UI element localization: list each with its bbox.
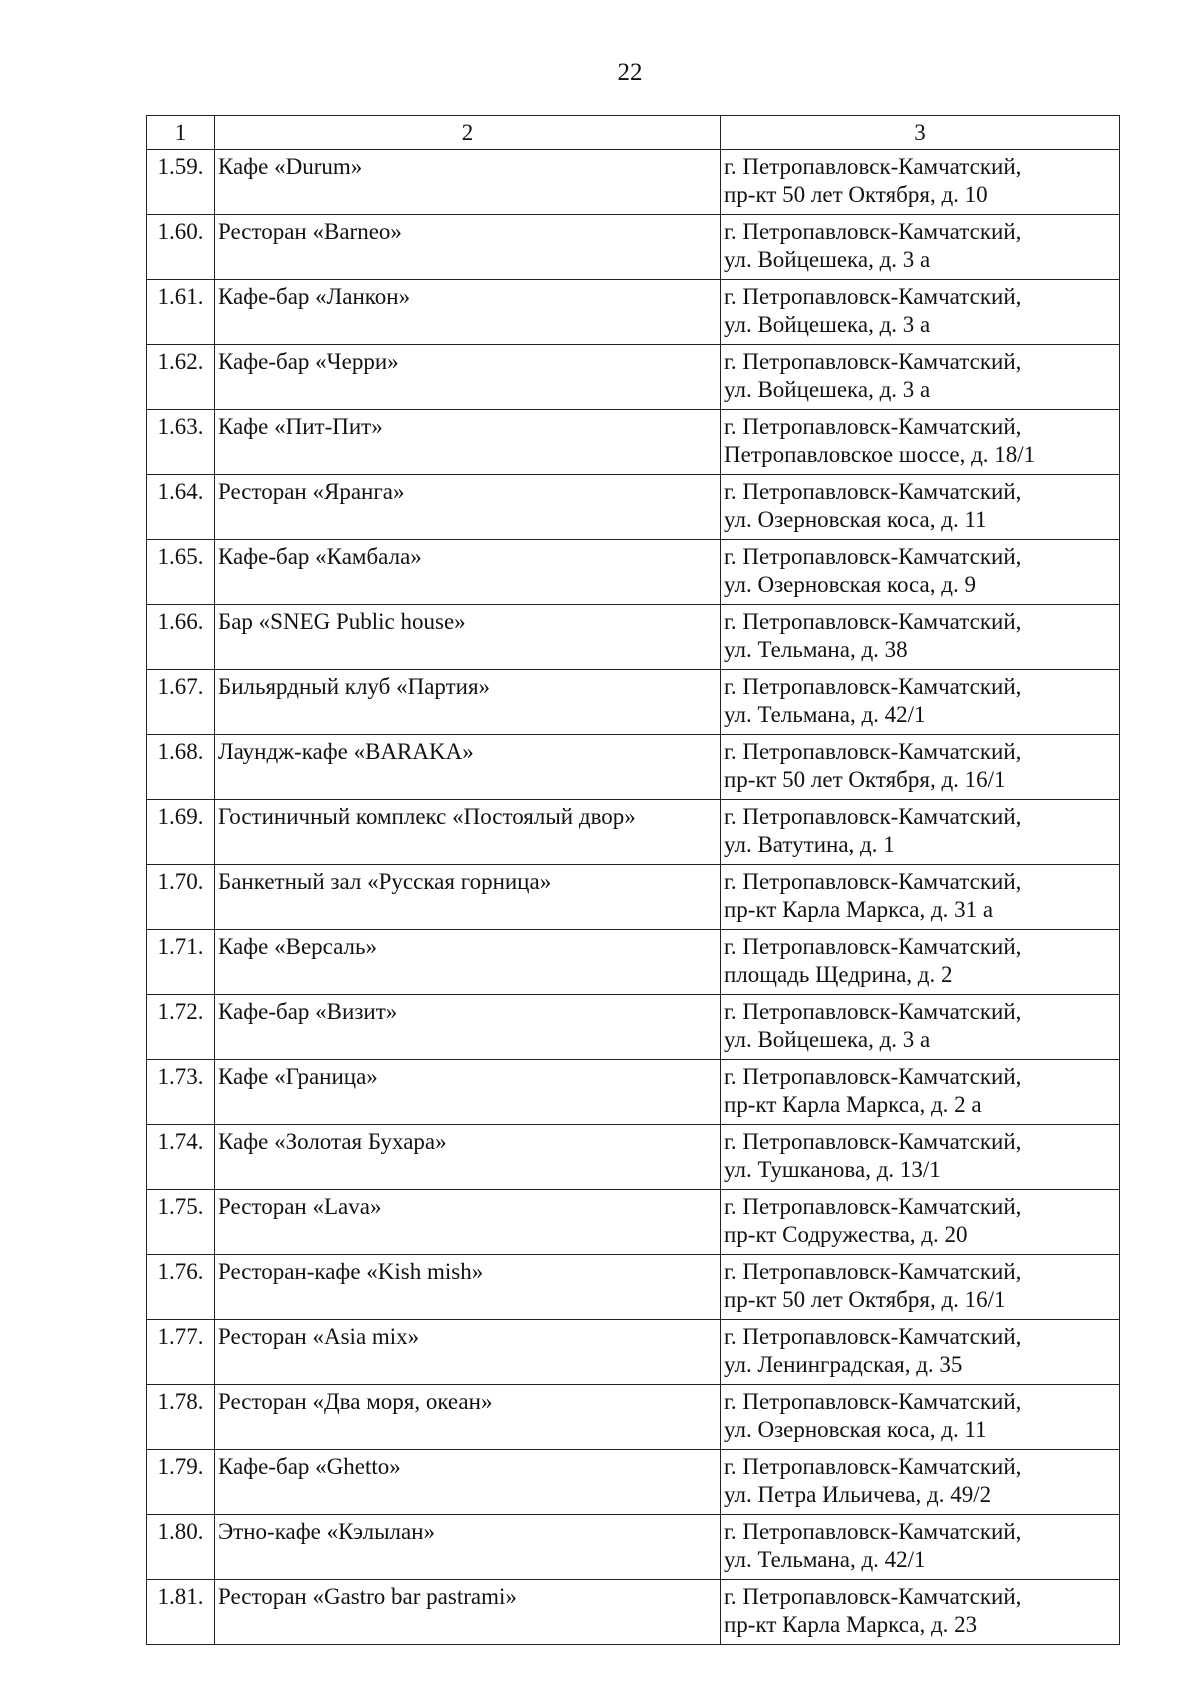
address-cell: [721, 1450, 1120, 1515]
address-cell: [721, 410, 1120, 475]
address-city: г. Петропавловск-Камчатский,: [724, 1064, 1022, 1089]
establishment-name-cell: Банкетный зал «Русская горница»: [215, 865, 721, 930]
row-number-cell: 1.67.: [147, 670, 215, 735]
address-city: г. Петропавловск-Камчатский,: [724, 284, 1022, 309]
table-row: [147, 1450, 1120, 1515]
table-row: [147, 930, 1120, 995]
table-row: [147, 345, 1120, 410]
table-row: [147, 1190, 1120, 1255]
address-cell: [721, 800, 1120, 865]
address-street: ул. Тельмана, д. 38: [724, 637, 908, 662]
establishment-name-cell: Этно-кафе «Кэлылан»: [215, 1515, 721, 1580]
table-row: [147, 1060, 1120, 1125]
address-cell: [721, 930, 1120, 995]
address-cell: [721, 1190, 1120, 1255]
table-header-row: [147, 116, 1120, 150]
address-cell: [721, 1515, 1120, 1580]
address-city: г. Петропавловск-Камчатский,: [724, 999, 1022, 1024]
address-street: ул. Озерновская коса, д. 11: [724, 507, 987, 532]
address-city: г. Петропавловск-Камчатский,: [724, 414, 1022, 439]
table-row: [147, 410, 1120, 475]
address-cell: [721, 1580, 1120, 1645]
establishment-name-cell: Кафе «Пит-Пит»: [215, 410, 721, 475]
address-street: площадь Щедрина, д. 2: [724, 962, 953, 987]
address-street: ул. Войцешека, д. 3 а: [724, 1027, 931, 1052]
establishment-name-cell: Ресторан «Яранга»: [215, 475, 721, 540]
establishment-name-cell: Ресторан «Два моря, океан»: [215, 1385, 721, 1450]
address-street: пр-кт Карла Маркса, д. 31 а: [724, 897, 994, 922]
row-number-cell: 1.71.: [147, 930, 215, 995]
establishment-name-cell: Ресторан «Barneo»: [215, 215, 721, 280]
address-city: г. Петропавловск-Камчатский,: [724, 1324, 1022, 1349]
row-number-cell: 1.79.: [147, 1450, 215, 1515]
row-number-cell: 1.66.: [147, 605, 215, 670]
address-street: пр-кт Карла Маркса, д. 23: [724, 1612, 978, 1637]
address-street: ул. Тельмана, д. 42/1: [724, 1547, 926, 1572]
address-cell: [721, 865, 1120, 930]
address-cell: [721, 735, 1120, 800]
row-number-cell: 1.70.: [147, 865, 215, 930]
address-street: ул. Петра Ильичева, д. 49/2: [724, 1482, 992, 1507]
establishment-name-cell: Кафе-бар «Ланкон»: [215, 280, 721, 345]
column-header-3: 3: [721, 116, 1120, 150]
address-city: г. Петропавловск-Камчатский,: [724, 544, 1022, 569]
address-city: г. Петропавловск-Камчатский,: [724, 1259, 1022, 1284]
column-header-1: 1: [147, 116, 215, 150]
table-row: [147, 605, 1120, 670]
address-cell: [721, 605, 1120, 670]
address-city: г. Петропавловск-Камчатский,: [724, 934, 1022, 959]
address-cell: [721, 995, 1120, 1060]
address-cell: [721, 1255, 1120, 1320]
address-cell: [721, 475, 1120, 540]
address-cell: [721, 540, 1120, 605]
address-cell: [721, 1385, 1120, 1450]
row-number-cell: 1.72.: [147, 995, 215, 1060]
address-street: пр-кт 50 лет Октября, д. 10: [724, 182, 988, 207]
address-street: ул. Тельмана, д. 42/1: [724, 702, 926, 727]
table-row: [147, 670, 1120, 735]
address-city: г. Петропавловск-Камчатский,: [724, 1129, 1022, 1154]
address-cell: [721, 670, 1120, 735]
address-street: пр-кт Содружества, д. 20: [724, 1222, 968, 1247]
row-number-cell: 1.69.: [147, 800, 215, 865]
address-street: ул. Войцешека, д. 3 а: [724, 377, 931, 402]
address-cell: [721, 1125, 1120, 1190]
address-street: ул. Войцешека, д. 3 а: [724, 247, 931, 272]
row-number-cell: 1.63.: [147, 410, 215, 475]
table-row: [147, 735, 1120, 800]
table-row: [147, 215, 1120, 280]
table-row: [147, 475, 1120, 540]
address-street: ул. Войцешека, д. 3 а: [724, 312, 931, 337]
address-street: пр-кт Карла Маркса, д. 2 а: [724, 1092, 982, 1117]
address-city: г. Петропавловск-Камчатский,: [724, 154, 1022, 179]
establishment-name-cell: Кафе-бар «Камбала»: [215, 540, 721, 605]
table-row: [147, 1320, 1120, 1385]
row-number-cell: 1.77.: [147, 1320, 215, 1385]
row-number-cell: 1.76.: [147, 1255, 215, 1320]
address-cell: [721, 1060, 1120, 1125]
address-cell: [721, 215, 1120, 280]
establishment-name-cell: Ресторан-кафе «Kish mish»: [215, 1255, 721, 1320]
table-row: [147, 1580, 1120, 1645]
establishments-table: [146, 115, 1120, 1645]
address-cell: [721, 280, 1120, 345]
table-row: [147, 1255, 1120, 1320]
address-street: ул. Ленинградская, д. 35: [724, 1352, 963, 1377]
address-city: г. Петропавловск-Камчатский,: [724, 1194, 1022, 1219]
address-cell: [721, 345, 1120, 410]
row-number-cell: 1.75.: [147, 1190, 215, 1255]
address-city: г. Петропавловск-Камчатский,: [724, 1584, 1022, 1609]
row-number-cell: 1.78.: [147, 1385, 215, 1450]
establishment-name-cell: Кафе-бар «Черри»: [215, 345, 721, 410]
table-row: [147, 1385, 1120, 1450]
row-number-cell: 1.73.: [147, 1060, 215, 1125]
row-number-cell: 1.62.: [147, 345, 215, 410]
row-number-cell: 1.65.: [147, 540, 215, 605]
row-number-cell: 1.74.: [147, 1125, 215, 1190]
establishment-name-cell: Бар «SNEG Public house»: [215, 605, 721, 670]
address-city: г. Петропавловск-Камчатский,: [724, 739, 1022, 764]
address-street: пр-кт 50 лет Октября, д. 16/1: [724, 767, 1006, 792]
table-row: [147, 150, 1120, 215]
address-city: г. Петропавловск-Камчатский,: [724, 674, 1022, 699]
address-cell: [721, 150, 1120, 215]
address-street: ул. Тушканова, д. 13/1: [724, 1157, 941, 1182]
establishment-name-cell: Бильярдный клуб «Партия»: [215, 670, 721, 735]
address-city: г. Петропавловск-Камчатский,: [724, 869, 1022, 894]
table-body: [147, 116, 1120, 1645]
address-street: пр-кт 50 лет Октября, д. 16/1: [724, 1287, 1006, 1312]
address-city: г. Петропавловск-Камчатский,: [724, 219, 1022, 244]
establishment-name-cell: Кафе-бар «Визит»: [215, 995, 721, 1060]
establishment-name-cell: Ресторан «Gastro bar pastrami»: [215, 1580, 721, 1645]
table-row: [147, 865, 1120, 930]
establishment-name-cell: Кафе «Золотая Бухара»: [215, 1125, 721, 1190]
table-row: [147, 800, 1120, 865]
establishment-name-cell: Кафе «Версаль»: [215, 930, 721, 995]
address-city: г. Петропавловск-Камчатский,: [724, 349, 1022, 374]
row-number-cell: 1.59.: [147, 150, 215, 215]
table-row: [147, 995, 1120, 1060]
establishment-name-cell: Ресторан «Asia mix»: [215, 1320, 721, 1385]
table-row: [147, 280, 1120, 345]
address-street: ул. Озерновская коса, д. 11: [724, 1417, 987, 1442]
row-number-cell: 1.68.: [147, 735, 215, 800]
address-street: Петропавловское шоссе, д. 18/1: [724, 442, 1036, 467]
row-number-cell: 1.80.: [147, 1515, 215, 1580]
address-city: г. Петропавловск-Камчатский,: [724, 804, 1022, 829]
table-row: [147, 540, 1120, 605]
establishment-name-cell: Кафе «Граница»: [215, 1060, 721, 1125]
establishment-name-cell: Кафе-бар «Ghetto»: [215, 1450, 721, 1515]
establishment-name-cell: Кафе «Durum»: [215, 150, 721, 215]
address-street: ул. Ватутина, д. 1: [724, 832, 895, 857]
row-number-cell: 1.61.: [147, 280, 215, 345]
address-city: г. Петропавловск-Камчатский,: [724, 479, 1022, 504]
row-number-cell: 1.64.: [147, 475, 215, 540]
address-city: г. Петропавловск-Камчатский,: [724, 1519, 1022, 1544]
table-row: [147, 1515, 1120, 1580]
row-number-cell: 1.81.: [147, 1580, 215, 1645]
column-header-2: 2: [215, 116, 721, 150]
establishment-name-cell: Лаундж-кафе «BARAKA»: [215, 735, 721, 800]
address-cell: [721, 1320, 1120, 1385]
establishment-name-cell: Гостиничный комплекс «Постоялый двор»: [215, 800, 721, 865]
table-row: [147, 1125, 1120, 1190]
row-number-cell: 1.60.: [147, 215, 215, 280]
establishment-name-cell: Ресторан «Lava»: [215, 1190, 721, 1255]
address-city: г. Петропавловск-Камчатский,: [724, 1454, 1022, 1479]
address-city: г. Петропавловск-Камчатский,: [724, 1389, 1022, 1414]
page-number: 22: [617, 59, 643, 86]
address-city: г. Петропавловск-Камчатский,: [724, 609, 1022, 634]
address-street: ул. Озерновская коса, д. 9: [724, 572, 976, 597]
